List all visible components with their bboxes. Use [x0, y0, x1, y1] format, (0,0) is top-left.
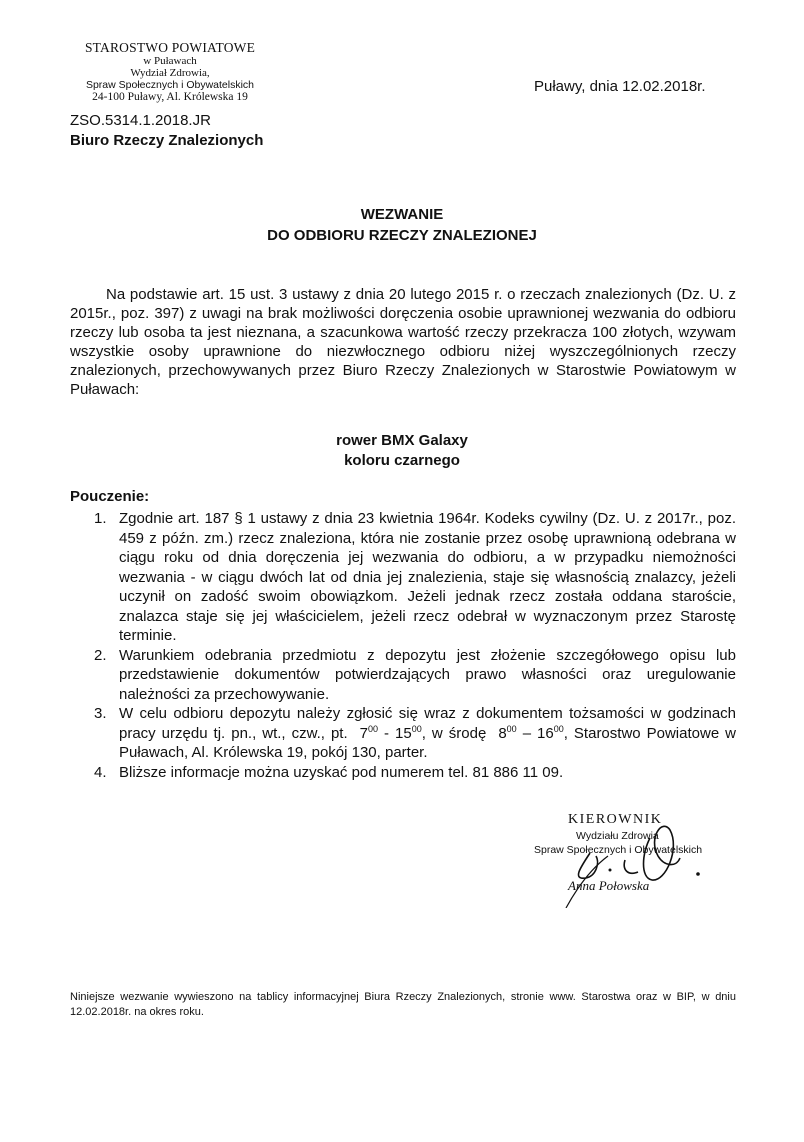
- intro-text: Na podstawie art. 15 ust. 3 ustawy z dnia 20 lutego 2015 r. o rzeczach znalezionych (Dz. U. z 2015r., poz. 397) z uwagi na brak możliwości doręczenia osobie uprawnionej wezwania do odbioru rzeczy lub osoba ta jest nieznana, a szacunkowa wartość rzeczy przekracza 100 złotych, wzywam wszystkie osoby uprawnione do niezwłocznego odbioru niżej wyszczególnionych rzeczy znalezionych, przechowywanych przez Biuro Rzeczy Znalezionych w Starostwie Powiatowym w Puławach:: [70, 286, 736, 398]
- stamp-line-2: w Puławach: [143, 55, 197, 68]
- list-item: [70, 704, 736, 763]
- signature-stamp: [530, 808, 720, 903]
- office-stamp: [70, 40, 270, 104]
- list-item-text: Warunkiem odebrania przedmiotu z depozytu jest złożenie szczegółowego opisu lub przedstawienie dokumentów potwierdzających prawo własności oraz uregulowanie należności za przechowywanie.: [119, 646, 736, 703]
- instructions-heading: Pouczenie:: [70, 488, 150, 505]
- found-item-color: koloru czarnego: [344, 452, 460, 469]
- handwritten-signature: [530, 808, 720, 908]
- document-subtitle: DO ODBIORU RZECZY ZNALEZIONEJ: [267, 227, 537, 244]
- footer-note: Niniejsze wezwanie wywieszono na tablicy informacyjnej Biura Rzeczy Znalezionych, stronie www. Starostwa oraz w BIP, w dniu 12.02.2018r. na okres roku.: [70, 991, 736, 1018]
- list-item-number: 1.: [94, 510, 107, 527]
- office-name: Biuro Rzeczy Znalezionych: [70, 132, 264, 149]
- list-item-number: 4.: [94, 763, 107, 781]
- stamp-line-4: Spraw Społecznych i Obywatelskich: [85, 78, 255, 91]
- stamp-line-1: STAROSTWO POWIATOWE: [84, 40, 256, 55]
- list-item-number: 2.: [94, 646, 107, 664]
- signature-dept-line-1: Wydziału Zdrowia: [576, 830, 659, 842]
- intro-paragraph: [70, 285, 736, 399]
- instructions-list: [70, 509, 736, 782]
- stamp-line-5: 24-100 Puławy, Al. Królewska 19: [92, 91, 248, 104]
- document-title: WEZWANIE: [360, 206, 444, 223]
- list-item: [70, 646, 736, 705]
- list-item-number: 3.: [94, 705, 107, 722]
- list-item: [70, 509, 736, 646]
- list-item-text: Bliższe informacje można uzyskać pod numerem tel. 81 886 11 09.: [119, 763, 564, 781]
- list-item-text: Zgodnie art. 187 § 1 ustawy z dnia 23 kwietnia 1964r. Kodeks cywilny (Dz. U. z 2017r., poz. 459 z późn. zm.) rzecz znaleziona, która nie zostanie przez osobę uprawnioną odebrana w ciągu roku od dnia doręczenia jej wezwania do odbioru, a w przypadku niemożności wezwania - w ciągu dwóch lat od dnia jej znalezienia, staje się własnością znalazcy, jeżeli uczynił on zadość swoim obowiązkom. Jeżeli jednak rzecz została oddana staroście, znalazca staje się jej właścicielem, jeżeli rzecz odebrał w wyznaczonym przez Starostę terminie.: [119, 510, 736, 644]
- reference-number: ZSO.5314.1.2018.JR: [70, 112, 211, 129]
- list-item: [70, 763, 736, 783]
- found-item-name: rower BMX Galaxy: [336, 432, 468, 449]
- list-item-text: W celu odbioru depozytu należy zgłosić się wraz z dokumentem tożsamości w godzinach pracy urzędu tj. pn., wt., czw., pt. $7^{00} - 15^{00}$, w środę $8^{00} - 16^{00}$, Starostwo Powiatowe w Puławach, Al. Królewska 19, pokój 130, parter.: [119, 705, 737, 761]
- stamp-line-3: Wydział Zdrowia,: [130, 67, 210, 80]
- signatory-name: Anna Połowska: [568, 878, 650, 893]
- document-date: Puławy, dnia 12.02.2018r.: [534, 78, 706, 95]
- signature-title: KIEROWNIK: [568, 812, 663, 827]
- signature-dept-line-2: Spraw Społecznych i Obywatelskich: [534, 844, 703, 856]
